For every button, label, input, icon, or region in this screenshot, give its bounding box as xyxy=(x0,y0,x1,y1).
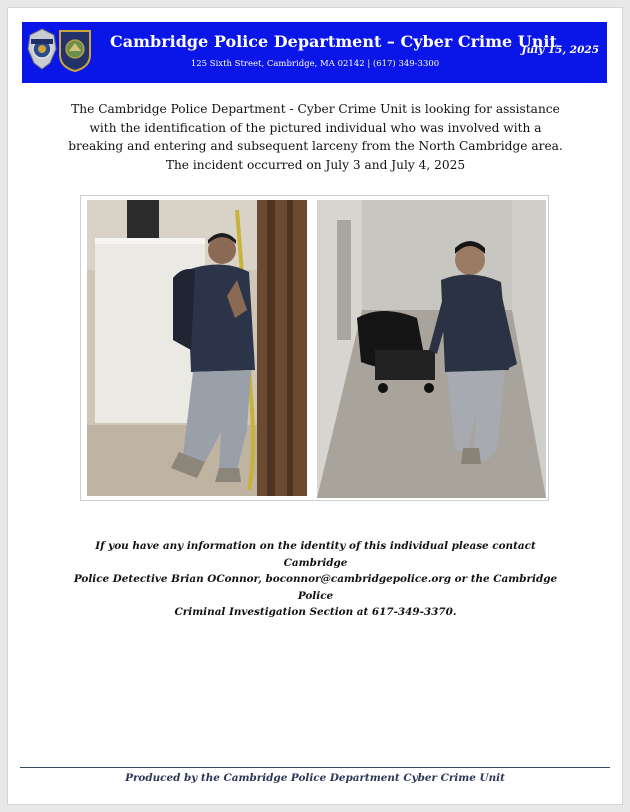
cambridge-patch-icon xyxy=(57,27,93,73)
contact-line: Police Detective Brian OConnor, boconnor@cambridgepolice.org or the Cambridge Police xyxy=(73,573,558,602)
surveillance-photo-2 xyxy=(317,200,546,498)
surveillance-photos xyxy=(80,195,549,501)
footer-divider xyxy=(20,767,610,768)
contact-paragraph xyxy=(63,538,568,621)
contact-line: If you have any information on the identity of this individual please contact Cambridge xyxy=(95,540,536,569)
intro-line: The Cambridge Police Department - Cyber Crime Unit is looking for assistance xyxy=(71,102,560,116)
surveillance-photo-1 xyxy=(87,200,307,496)
header-banner xyxy=(22,22,607,83)
intro-line: The incident occurred on July 3 and July 4, 2025 xyxy=(165,157,466,172)
police-badge-icon xyxy=(26,27,58,71)
footer-credit: Produced by the Cambridge Police Department Cyber Crime Unit xyxy=(125,772,505,784)
bulletin-date: July 15, 2025 xyxy=(521,44,599,56)
intro-line: breaking and entering and subsequent larceny from the North Cambridge area. xyxy=(68,139,563,153)
department-address: 125 Sixth Street, Cambridge, MA 02142 | (617) 349-3300 xyxy=(190,59,440,69)
contact-line: Criminal Investigation Section at 617-349-3370. xyxy=(174,606,457,618)
page-title: Cambridge Police Department – Cyber Crime Unit xyxy=(110,32,557,51)
flyer-page xyxy=(8,8,622,804)
intro-line: with the identification of the pictured individual who was involved with a xyxy=(89,120,542,135)
intro-paragraph xyxy=(63,100,568,174)
